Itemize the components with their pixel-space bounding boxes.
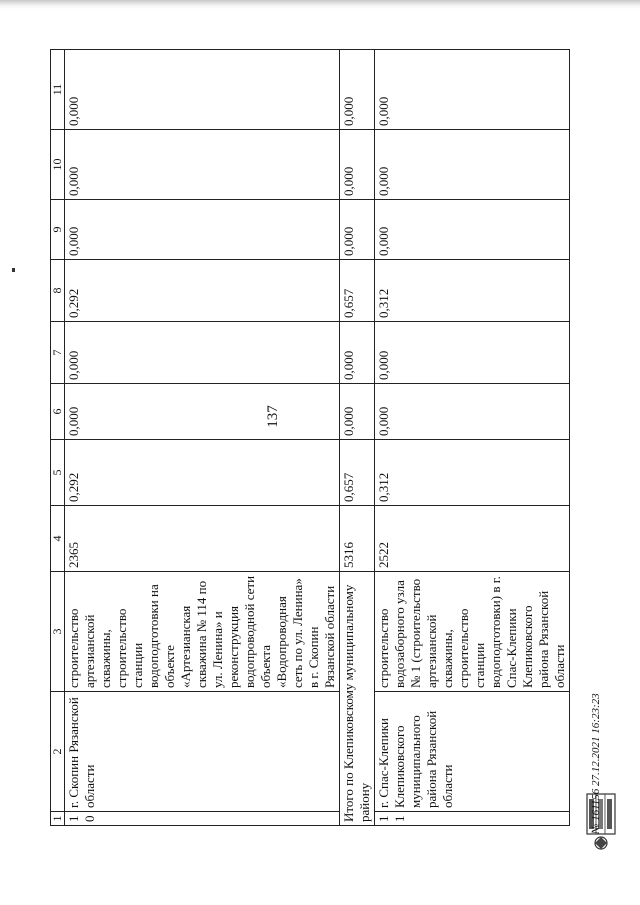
- col-number: 3: [51, 572, 65, 692]
- col-number: 9: [51, 200, 65, 260]
- value-cell: 0,312: [375, 260, 570, 322]
- column-number-row: [51, 50, 65, 826]
- row-number: 11: [375, 812, 570, 826]
- col-number: 2: [51, 692, 65, 812]
- place-cell: г. Спас-Клепики Клепиковского муниципального района Рязанской области: [375, 692, 570, 812]
- subtotal-value: 0,657: [340, 260, 375, 322]
- scan-speck: [12, 268, 15, 272]
- value-cell: 0,000: [375, 384, 570, 440]
- object-cell: строительство артезианской скважины, строительство станции водоподготовки на объекте «Артезианская скважина № 114 по ул. Ленина» и реконструкция водопроводной сети объекта «Водопроводная сеть по ул. Ленина» в г. Скопин Рязанской области: [65, 572, 340, 692]
- subtotal-value: 0,000: [340, 322, 375, 384]
- subtotal-label: Итого по Клепиковскому муниципальному району: [340, 572, 375, 826]
- col-number: 10: [51, 130, 65, 200]
- value-cell: 0,000: [65, 50, 340, 130]
- subtotal-value: 0,000: [340, 384, 375, 440]
- value-cell: 0,000: [65, 322, 340, 384]
- value-cell: 2522: [375, 506, 570, 572]
- value-cell: 0,000: [375, 200, 570, 260]
- value-cell: 0,000: [375, 50, 570, 130]
- table-region: [50, 42, 567, 850]
- data-table: [50, 49, 570, 826]
- value-cell: 0,000: [65, 200, 340, 260]
- subtotal-value: 0,000: [340, 130, 375, 200]
- col-number: 7: [51, 322, 65, 384]
- col-number: 6: [51, 384, 65, 440]
- place-cell: г. Скопин Рязанской области: [65, 692, 340, 812]
- col-number: 8: [51, 260, 65, 322]
- col-number: 5: [51, 440, 65, 506]
- subtotal-value: 5316: [340, 506, 375, 572]
- rotated-table-container: [50, 42, 567, 850]
- col-number: 4: [51, 506, 65, 572]
- value-cell: 2365: [65, 506, 340, 572]
- page-number: 137: [264, 405, 281, 428]
- subtotal-row: [340, 50, 375, 826]
- value-cell: 0,000: [375, 322, 570, 384]
- stamp-caption: № 161156 27.12.2021 16:23:23: [590, 693, 602, 834]
- table-row: [65, 50, 340, 826]
- subtotal-value: 0,657: [340, 440, 375, 506]
- table-row: [375, 50, 570, 826]
- value-cell: 0,000: [65, 130, 340, 200]
- object-cell: строительство водозаборного узла № 1 (строительство артезианской скважины, строительство станции водоподготовки) в г. Спас-Клепики Клепиковского района Рязанской области: [375, 572, 570, 692]
- value-cell: 0,292: [65, 260, 340, 322]
- subtotal-value: 0,000: [340, 200, 375, 260]
- value-cell: 0,312: [375, 440, 570, 506]
- stamp-caption-box: [590, 604, 606, 834]
- col-number: 11: [51, 50, 65, 130]
- value-cell: 0,000: [65, 384, 340, 440]
- subtotal-value: 0,000: [340, 50, 375, 130]
- col-number: 1: [51, 812, 65, 826]
- value-cell: 0,000: [375, 130, 570, 200]
- value-cell: 0,292: [65, 440, 340, 506]
- row-number: 10: [65, 812, 340, 826]
- scan-edge: [0, 0, 640, 9]
